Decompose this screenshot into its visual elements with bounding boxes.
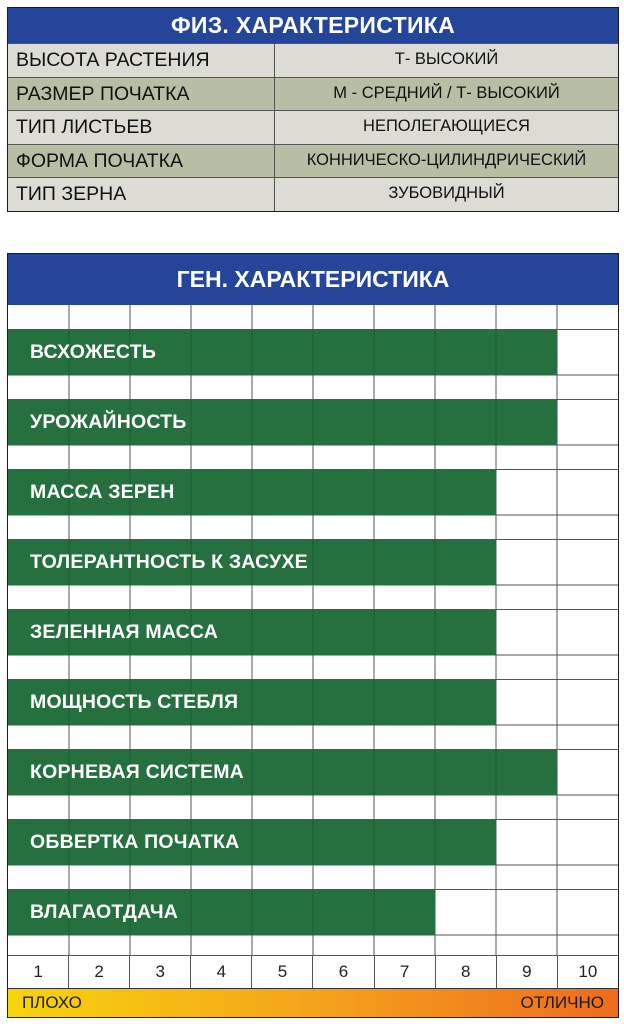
physical-row: [8, 77, 618, 111]
bar-label: МОЩНОСТЬ СТЕБЛЯ: [30, 690, 239, 713]
x-tick-label: 1: [33, 962, 43, 981]
x-tick-label: 5: [251, 956, 312, 988]
physical-characteristics-table: [7, 7, 619, 212]
x-tick-label: 10: [557, 956, 618, 988]
physical-table-title: ФИЗ. ХАРАКТЕРИСТИКА: [8, 8, 618, 43]
physical-row-label: ФОРМА ПОЧАТКА: [8, 145, 275, 178]
bar-label: ВСХОЖЕСТЬ: [30, 340, 157, 363]
physical-row-value: КОННИЧЕСКО-ЦИЛИНДРИЧЕСКИЙ: [306, 150, 587, 169]
physical-row-label: ВЫСОТА РАСТЕНИЯ: [8, 44, 275, 77]
x-tick-label: 8: [435, 956, 496, 988]
x-tick-label: 4: [190, 956, 251, 988]
physical-row: [8, 43, 618, 77]
x-tick-label: 9: [496, 956, 557, 988]
x-tick-label: 2: [68, 956, 129, 988]
x-tick-label: 7: [374, 956, 435, 988]
scale-high-label: ОТЛИЧНО: [520, 993, 604, 1012]
quality-scale-bar: [8, 988, 618, 1017]
bar-label: ЗЕЛЕННАЯ МАССА: [30, 620, 218, 643]
physical-row-value: ЗУБОВИДНЫЙ: [388, 184, 505, 203]
physical-row-value: НЕПОЛЕГАЮЩИЕСЯ: [363, 117, 530, 136]
physical-row: [8, 177, 618, 211]
x-axis-ticks: [8, 956, 618, 988]
physical-row: [8, 144, 618, 178]
physical-row-value: М - СРЕДНИЙ / Т- ВЫСОКИЙ: [333, 83, 560, 102]
bar-label: ТОЛЕРАНТНОСТЬ К ЗАСУХЕ: [30, 550, 308, 573]
scale-low-label: ПЛОХО: [22, 993, 82, 1012]
bar-label: ОБВЕРТКА ПОЧАТКА: [30, 830, 240, 853]
x-tick-label: 6: [312, 956, 373, 988]
chart-title: ГЕН. ХАРАКТЕРИСТИКА: [8, 254, 618, 305]
x-tick-label: 3: [129, 956, 190, 988]
bar-label: КОРНЕВАЯ СИСТЕМА: [30, 760, 244, 783]
physical-row: [8, 110, 618, 144]
physical-row-label: ТИП ЗЕРНА: [8, 178, 275, 211]
physical-row-value: Т- ВЫСОКИЙ: [394, 50, 499, 68]
bar-label: УРОЖАЙНОСТЬ: [30, 410, 187, 433]
physical-row-label: РАЗМЕР ПОЧАТКА: [8, 78, 275, 111]
bar-label: МАССА ЗЕРЕН: [30, 480, 175, 503]
physical-row-label: ТИП ЛИСТЬЕВ: [8, 111, 275, 144]
genetic-characteristics-chart: [7, 253, 619, 1018]
bar-label: ВЛАГАОТДАЧА: [30, 900, 179, 923]
